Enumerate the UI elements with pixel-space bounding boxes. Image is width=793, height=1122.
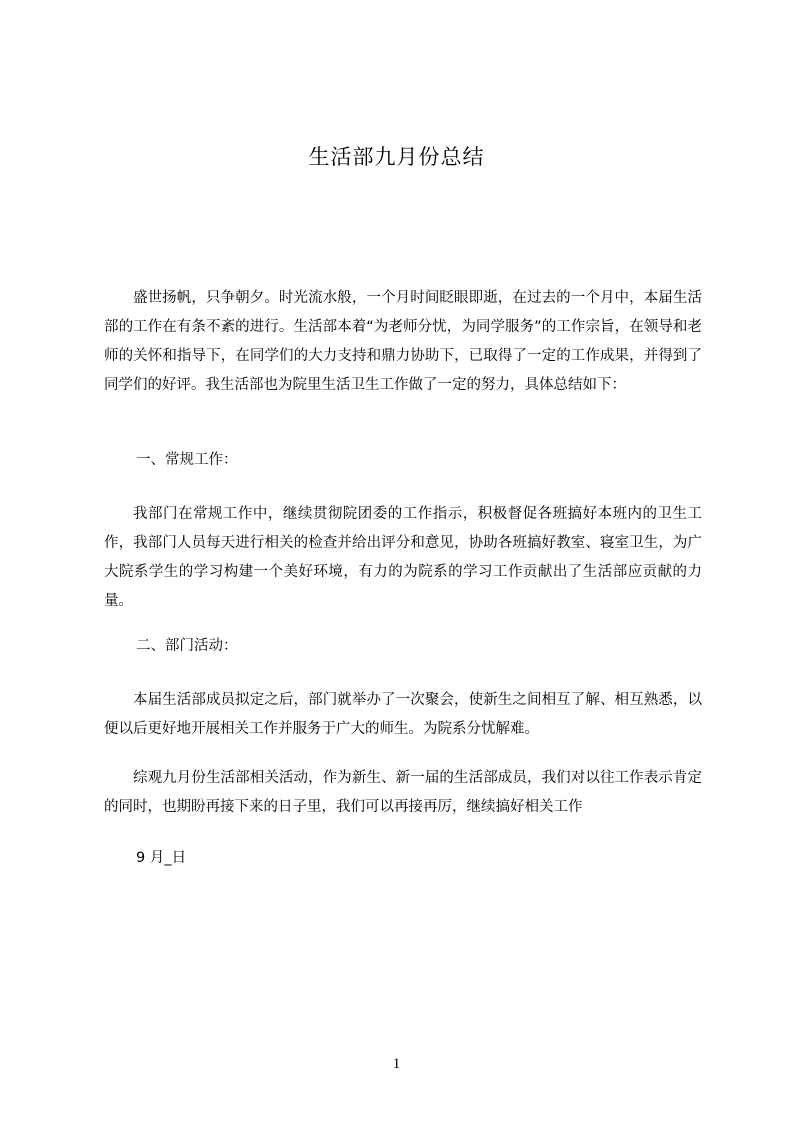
document-title: 生活部九月份总结 — [308, 145, 485, 169]
date-line: 9 月_日 — [136, 850, 187, 866]
routine-paragraph: 我部门在常规工作中，继续贯彻院团委的工作指示，积极督促各班搞好本班内的卫生工作，我部门人员每天进行相关的检查并给出评分和意见，协助各班搞好教室、寝室卫生，为广大院系学生的学习构建一个美好环境，有力的为院系的学习工作贡献出了生活部应贡献的力量。 — [104, 506, 702, 609]
page-number: 1 — [392, 1056, 401, 1072]
intro-paragraph: 盛世扬帆，只争朝夕。时光流水般，一个月时间眨眼即逝，在过去的一个月中，本届生活部的工作在有条不紊的进行。生活部本着“为老师分忧，为同学服务”的工作宗旨，在领导和老师的关怀和指导下，在同学们的大力支持和鼎力协助下，已取得了一定的工作成果，并得到了同学们的好评。我生活部也为院里生活卫生工作做了一定的努力，具体总结如下： — [104, 290, 702, 393]
section-heading-routine: 一、常规工作： — [136, 452, 238, 468]
section-heading-activity: 二、部门活动： — [136, 638, 238, 654]
summary-paragraph: 综观九月份生活部相关活动，作为新生、新一届的生活部成员，我们对以往工作表示肯定的同时，也期盼再接下来的日子里，我们可以再接再厉，继续搞好相关工作 — [104, 770, 702, 815]
activity-paragraph: 本届生活部成员拟定之后，部门就举办了一次聚会，使新生之间相互了解、相互熟悉，以便以后更好地开展相关工作并服务于广大的师生。为院系分忧解难。 — [104, 692, 702, 737]
